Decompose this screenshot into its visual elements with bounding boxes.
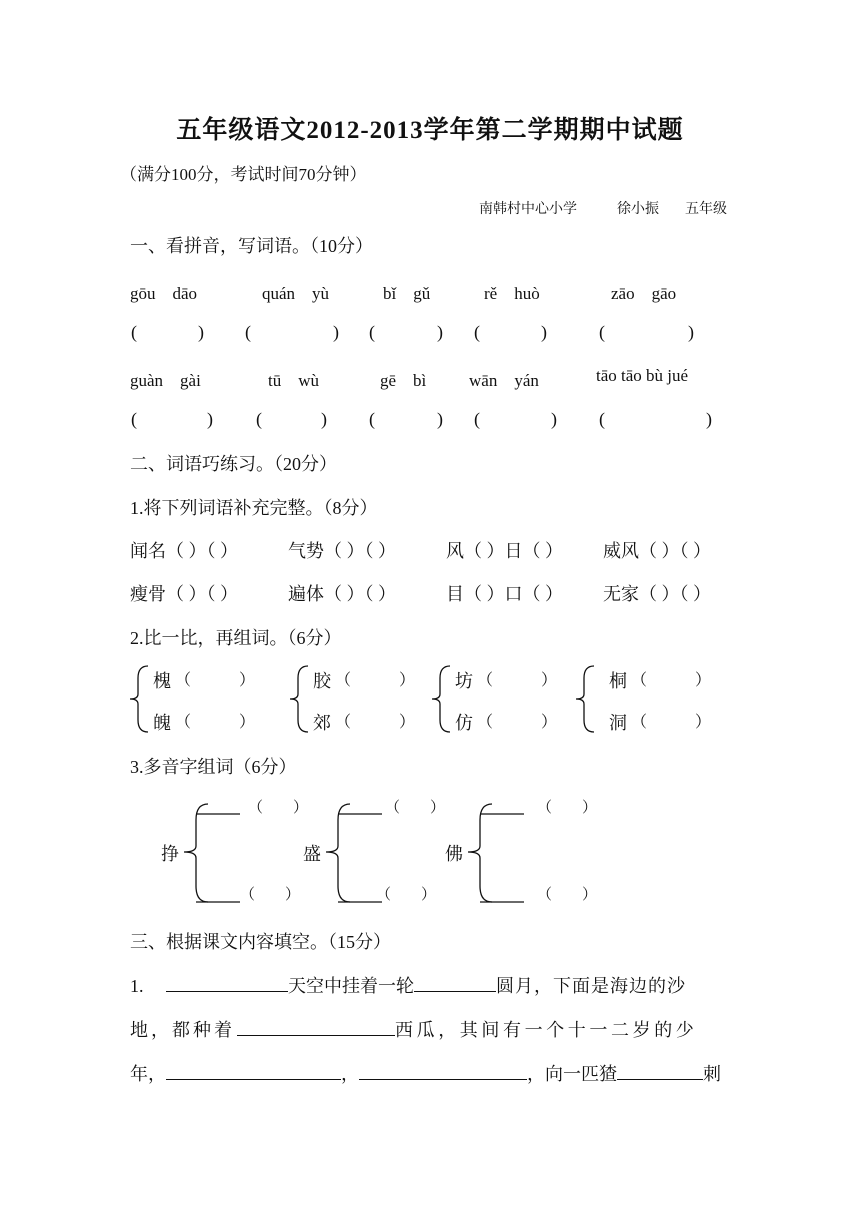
fill-text: 年，: [130, 1064, 166, 1084]
paren-close: ): [198, 322, 204, 342]
section1-heading: 一、看拼音，写词语。（10分）: [130, 236, 373, 256]
fill-text: ，: [341, 1064, 359, 1084]
paren-open: (: [369, 409, 375, 429]
page-title: 五年级语文2012-2013学年第二学期期中试题: [176, 117, 684, 144]
fill-text: 天空中挂着一轮: [288, 976, 414, 996]
fill-blank[interactable]: [166, 973, 288, 992]
fill-blank[interactable]: [359, 1061, 527, 1080]
fill-text: 地，都种着: [130, 1020, 235, 1040]
idiom-item: 无家（ ）（ ）: [603, 584, 711, 604]
left-brace-icon: [574, 664, 596, 734]
pinyin-1: gōu dāo: [130, 284, 198, 303]
section2-heading: 二、词语巧练习。（20分）: [130, 454, 337, 474]
fill-line-2: [130, 1016, 697, 1042]
compare-char: 桐: [609, 671, 627, 691]
compare-blank: （ ）: [335, 714, 416, 731]
question-number: 1.: [130, 976, 144, 996]
fill-blank[interactable]: [414, 973, 496, 992]
fill-text: 刺: [703, 1064, 721, 1084]
left-brace-icon: [180, 800, 244, 908]
compare-blank: （ ）: [477, 714, 558, 731]
author-school: 南韩村中心小学: [479, 202, 577, 217]
left-brace-icon: [464, 800, 528, 908]
fill-blank[interactable]: [237, 1017, 395, 1036]
idiom-item: 威风（ ）（ ）: [603, 541, 711, 561]
fill-text: 圆月，下面是海边的沙: [496, 976, 686, 996]
paren-open: (: [245, 322, 251, 342]
idiom-item: 瘦骨（ ）（ ）: [130, 584, 238, 604]
compare-blank: （ ）: [631, 672, 712, 689]
pinyin-5: zāo gāo: [611, 284, 677, 303]
pinyin-4: rě huò: [484, 284, 540, 303]
fill-text: ，向一匹猹: [527, 1064, 617, 1084]
fill-blank[interactable]: [166, 1061, 341, 1080]
pinyin-3: bǐ gǔ: [383, 284, 431, 303]
compare-char: 坊: [455, 671, 473, 691]
polyphone-char: 佛: [445, 844, 463, 864]
polyphone-char: 挣: [161, 844, 179, 864]
paren-close: ): [551, 409, 557, 429]
pinyin-8: gē bì: [380, 371, 427, 390]
polyphone-blank: （ ）: [537, 887, 598, 903]
compare-blank: （ ）: [175, 672, 256, 689]
q1-heading: 1.将下列词语补充完整。（8分）: [130, 498, 378, 518]
idiom-item: 遍体（ ）（ ）: [288, 584, 396, 604]
paren-open: (: [131, 322, 137, 342]
polyphone-char: 盛: [303, 844, 321, 864]
paren-open: (: [599, 409, 605, 429]
polyphone-blank: （ ）: [248, 800, 309, 816]
paren-open: (: [369, 322, 375, 342]
compare-char: 魄: [153, 713, 171, 733]
fill-line-3: [130, 1060, 721, 1086]
paren-close: ): [207, 409, 213, 429]
compare-char: 胶: [313, 671, 331, 691]
compare-char: 洞: [609, 713, 627, 733]
section3-heading: 三、根据课文内容填空。（15分）: [130, 932, 391, 952]
idiom-item: 风（ ）日（ ）: [446, 541, 563, 561]
polyphone-blank: （ ）: [376, 887, 437, 903]
compare-char: 槐: [153, 671, 171, 691]
pinyin-9: wān yán: [469, 371, 539, 390]
fill-text: 西瓜，其间有一个十一二岁的少: [395, 1020, 698, 1040]
paren-close: ): [321, 409, 327, 429]
paren-close: ): [706, 409, 712, 429]
left-brace-icon: [288, 664, 310, 734]
author-teacher: 徐小振: [617, 202, 659, 217]
author-grade: 五年级: [685, 202, 727, 217]
exam-info: （满分100分，考试时间70分钟）: [120, 165, 367, 184]
idiom-item: 气势（ ）（ ）: [288, 541, 396, 561]
paren-close: ): [541, 322, 547, 342]
paren-open: (: [599, 322, 605, 342]
pinyin-7: tū wù: [268, 371, 319, 390]
paren-open: (: [256, 409, 262, 429]
compare-blank: （ ）: [335, 672, 416, 689]
compare-char: 仿: [455, 713, 473, 733]
paren-open: (: [474, 322, 480, 342]
compare-blank: （ ）: [175, 714, 256, 731]
q3-heading: 3.多音字组词（6分）: [130, 757, 297, 777]
paren-open: (: [131, 409, 137, 429]
polyphone-blank: （ ）: [537, 800, 598, 816]
pinyin-6: guàn gài: [130, 371, 201, 390]
paren-open: (: [474, 409, 480, 429]
polyphone-blank: （ ）: [385, 800, 446, 816]
idiom-item: 目（ ）口（ ）: [446, 584, 563, 604]
paren-close: ): [437, 322, 443, 342]
compare-char: 郊: [313, 713, 331, 733]
fill-blank[interactable]: [617, 1061, 703, 1080]
left-brace-icon: [128, 664, 150, 734]
fill-line-1: [130, 972, 686, 998]
q2-heading: 2.比一比，再组词。（6分）: [130, 628, 342, 648]
idiom-item: 闻名（ ）（ ）: [130, 541, 238, 561]
polyphone-blank: （ ）: [240, 887, 301, 903]
pinyin-2: quán yù: [262, 284, 330, 303]
paren-close: ): [333, 322, 339, 342]
compare-blank: （ ）: [631, 714, 712, 731]
compare-blank: （ ）: [477, 672, 558, 689]
pinyin-10: tāo tāo bù jué: [596, 366, 689, 385]
paren-close: ): [437, 409, 443, 429]
paren-close: ): [688, 322, 694, 342]
left-brace-icon: [430, 664, 452, 734]
